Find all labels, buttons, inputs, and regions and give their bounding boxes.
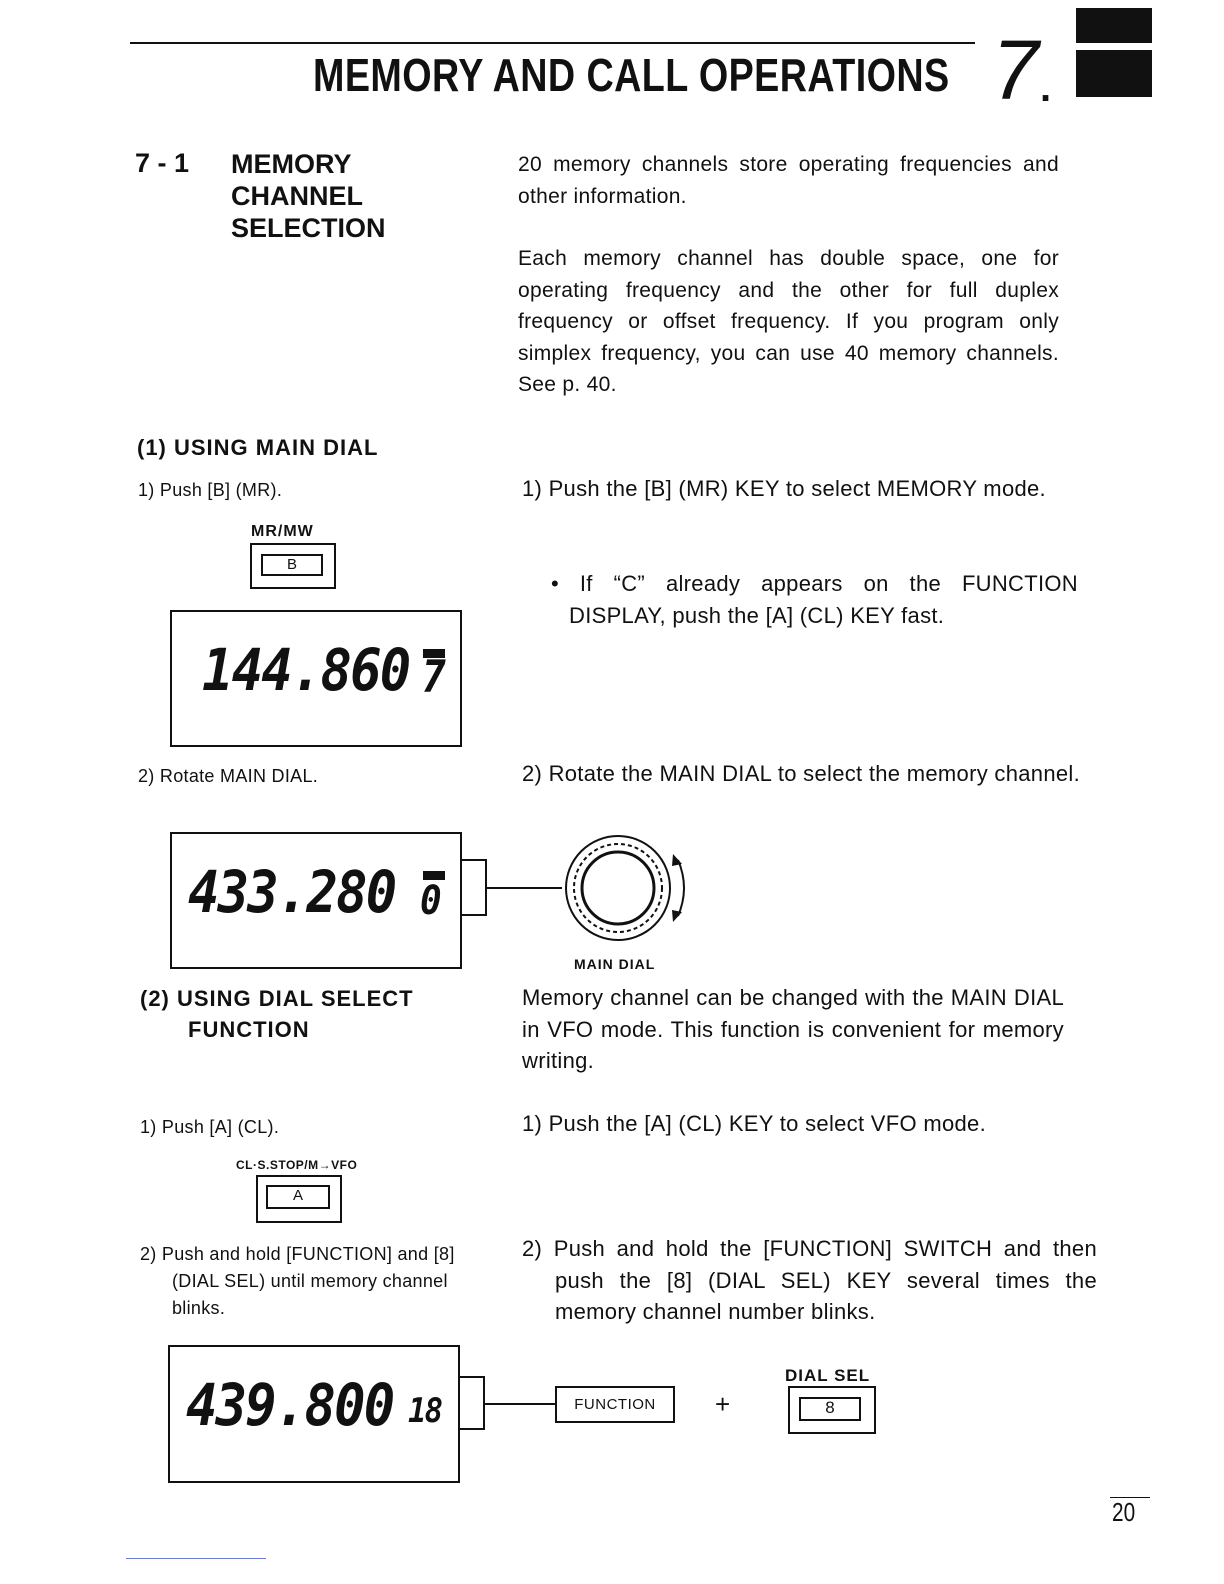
lcd2-channel: 0 [420,878,440,924]
lcd1-channel: 7 [422,652,445,703]
lcd-display-1 [170,610,462,747]
lcd-display-2 [170,832,462,969]
mr-key[interactable] [250,543,336,589]
right-step-2: 2) Rotate the MAIN DIAL to select the memory channel. [522,761,1080,786]
mr-key-face: B [261,554,323,576]
chapter-number: 7 [992,23,1039,117]
section-number: 7 - 1 [135,148,190,178]
subsection-heading-dial-select: (2) USING DIAL SELECT [140,986,414,1011]
intro-paragraph-2: Each memory channel has double space, one for operating frequency and the other for full duplex frequency or offset frequency. If you program only simplex frequency, you can use 40 memory channels. See p. 40. [518,247,1059,396]
right-note: • If “C” already appears on the FUNCTION DISPLAY, push the [A] (CL) KEY fast. [551,571,1078,628]
dial-sel-key[interactable] [788,1386,876,1434]
subsection-heading-main-dial: (1) USING MAIN DIAL [137,435,379,460]
right-step-1-vfo: 1) Push the [A] (CL) KEY to select VFO mode. [522,1111,986,1136]
cl-key-face: A [266,1185,330,1209]
scan-edge-line [126,1558,266,1559]
lcd1-frequency: 144.860 [202,636,410,704]
left-step-2-function: 2) Push and hold [FUNCTION] and [8] (DIAL SEL) until memory channel blinks. [140,1244,455,1318]
plus-sign: + [715,1389,731,1419]
page-title: MEMORY AND CALL OPERATIONS [313,49,950,101]
connector-line [458,1375,558,1435]
thumb-tab-bottom [1076,50,1152,97]
lcd3-frequency: 439.800 [186,1371,394,1439]
dial-select-intro: Memory channel can be changed with the MAIN DIAL in VFO mode. This function is convenient for memory writing. [522,985,1064,1073]
thumb-tab-top [1076,8,1152,43]
lcd3-channel: 18 [408,1391,442,1431]
left-step-1-vfo: 1) Push [A] (CL). [140,1117,280,1137]
left-step-1: 1) Push [B] (MR). [138,480,283,500]
lcd-display-3 [168,1345,460,1483]
intro-paragraph-1: 20 memory channels store operating frequencies and other information. [518,153,1059,208]
cl-key[interactable] [256,1175,342,1223]
page-number: 20 [1112,1497,1136,1527]
main-dial-label: MAIN DIAL [574,956,656,972]
section-title: MEMORY CHANNEL SELECTION [231,149,386,243]
dial-sel-key-face: 8 [799,1397,861,1421]
right-step-2-function: 2) Push and hold the [FUNCTION] SWITCH and then push the [8] (DIAL SEL) KEY several times the memory channel number blinks. [522,1236,1097,1324]
header-rule [130,42,975,44]
chapter-dot: . [1040,66,1052,110]
dial-sel-label: DIAL SEL [785,1366,871,1385]
function-button[interactable]: FUNCTION [555,1386,675,1423]
mr-mw-key-label: MR/MW [251,523,314,540]
left-step-2: 2) Rotate MAIN DIAL. [138,766,319,786]
lcd2-frequency: 433.280 [188,858,396,926]
main-dial-icon[interactable] [460,830,700,970]
right-step-1: 1) Push the [B] (MR) KEY to select MEMORY mode. [522,476,1046,501]
cl-key-label: CL·S.STOP/M→VFO [236,1158,358,1172]
subsection-heading-dial-select-line2: FUNCTION [188,1017,310,1042]
